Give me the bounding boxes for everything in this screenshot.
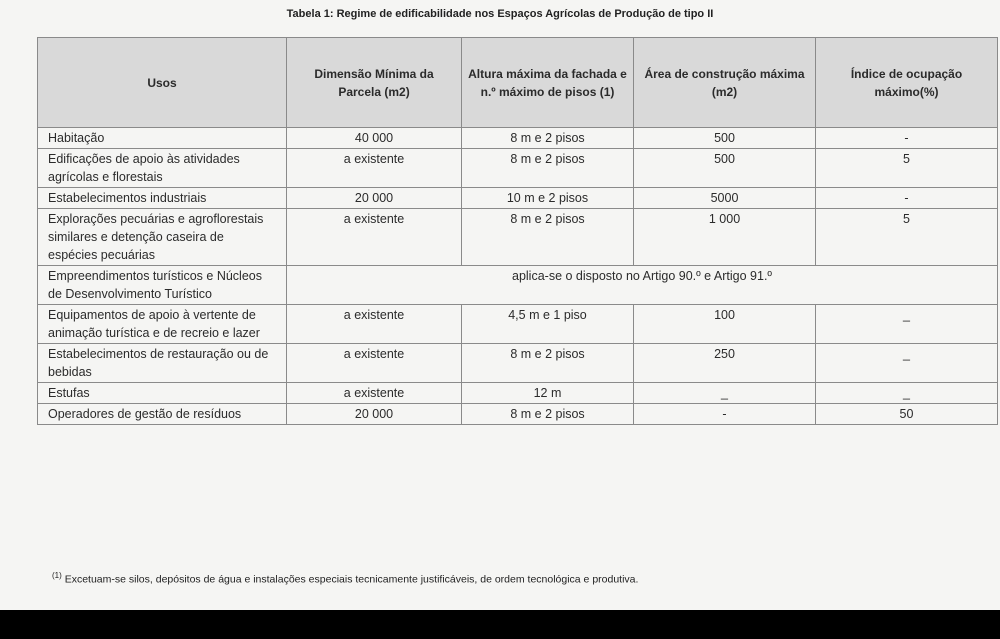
cell-uso: Edificações de apoio às atividades agrícolas e florestais <box>38 149 287 188</box>
footnote-marker: (1) <box>52 571 62 580</box>
cell-area: 100 <box>634 305 816 344</box>
cell-dimensao: a existente <box>287 209 462 266</box>
cell-dimensao: 20 000 <box>287 404 462 425</box>
header-usos: Usos <box>38 38 287 128</box>
cell-altura: 4,5 m e 1 piso <box>462 305 634 344</box>
cell-uso: Habitação <box>38 128 287 149</box>
table-row <box>38 209 998 266</box>
cell-altura: 12 m <box>462 383 634 404</box>
footnote-text: Excetuam-se silos, depósitos de água e instalações especiais tecnicamente justificáveis, de ordem tecnológica e produtiva. <box>61 573 639 586</box>
cell-altura: 8 m e 2 pisos <box>462 209 634 266</box>
cell-uso: Operadores de gestão de resíduos <box>38 404 287 425</box>
cell-altura: 8 m e 2 pisos <box>462 149 634 188</box>
cell-indice: 5 <box>816 209 998 266</box>
table-row <box>38 149 998 188</box>
cell-indice: - <box>816 188 998 209</box>
cell-area: 500 <box>634 128 816 149</box>
cell-dimensao: a existente <box>287 344 462 383</box>
cell-indice: _ <box>816 344 998 383</box>
table-row <box>38 404 998 425</box>
cell-area: 1 000 <box>634 209 816 266</box>
cell-indice: - <box>816 128 998 149</box>
cell-dimensao: a existente <box>287 383 462 404</box>
footnote <box>52 571 638 586</box>
cell-area: 250 <box>634 344 816 383</box>
table-row <box>38 128 998 149</box>
edificabilidade-table <box>37 37 998 425</box>
bottom-black-bar <box>0 610 1000 639</box>
header-area: Área de construção máxima (m2) <box>634 38 816 128</box>
cell-dimensao: a existente <box>287 305 462 344</box>
header-altura: Altura máxima da fachada e n.º máximo de pisos (1) <box>462 38 634 128</box>
header-indice: Índice de ocupação máximo(%) <box>816 38 998 128</box>
cell-uso: Equipamentos de apoio à vertente de animação turística e de recreio e lazer <box>38 305 287 344</box>
cell-altura: 10 m e 2 pisos <box>462 188 634 209</box>
cell-indice: 5 <box>816 149 998 188</box>
table-row <box>38 344 998 383</box>
table-header-row <box>38 38 998 128</box>
header-dimensao: Dimensão Mínima da Parcela (m2) <box>287 38 462 128</box>
cell-uso: Estabelecimentos de restauração ou de bebidas <box>38 344 287 383</box>
cell-altura: 8 m e 2 pisos <box>462 404 634 425</box>
table-row <box>38 266 998 305</box>
cell-indice: 50 <box>816 404 998 425</box>
cell-uso: Estufas <box>38 383 287 404</box>
cell-area: 5000 <box>634 188 816 209</box>
table-row <box>38 383 998 404</box>
cell-area: _ <box>634 383 816 404</box>
cell-merged-note: aplica-se o disposto no Artigo 90.º e Artigo 91.º <box>287 266 998 305</box>
table-row <box>38 305 998 344</box>
cell-dimensao: a existente <box>287 149 462 188</box>
cell-area: 500 <box>634 149 816 188</box>
table-row <box>38 188 998 209</box>
cell-uso: Estabelecimentos industriais <box>38 188 287 209</box>
cell-dimensao: 20 000 <box>287 188 462 209</box>
cell-uso: Explorações pecuárias e agroflorestais similares e detenção caseira de espécies pecuárias <box>38 209 287 266</box>
cell-indice: _ <box>816 383 998 404</box>
cell-area: - <box>634 404 816 425</box>
cell-dimensao: 40 000 <box>287 128 462 149</box>
table-caption: Tabela 1: Regime de edificabilidade nos Espaços Agrícolas de Produção de tipo II <box>286 8 714 20</box>
cell-altura: 8 m e 2 pisos <box>462 344 634 383</box>
cell-uso: Empreendimentos turísticos e Núcleos de Desenvolvimento Turístico <box>38 266 287 305</box>
cell-altura: 8 m e 2 pisos <box>462 128 634 149</box>
cell-indice: _ <box>816 305 998 344</box>
